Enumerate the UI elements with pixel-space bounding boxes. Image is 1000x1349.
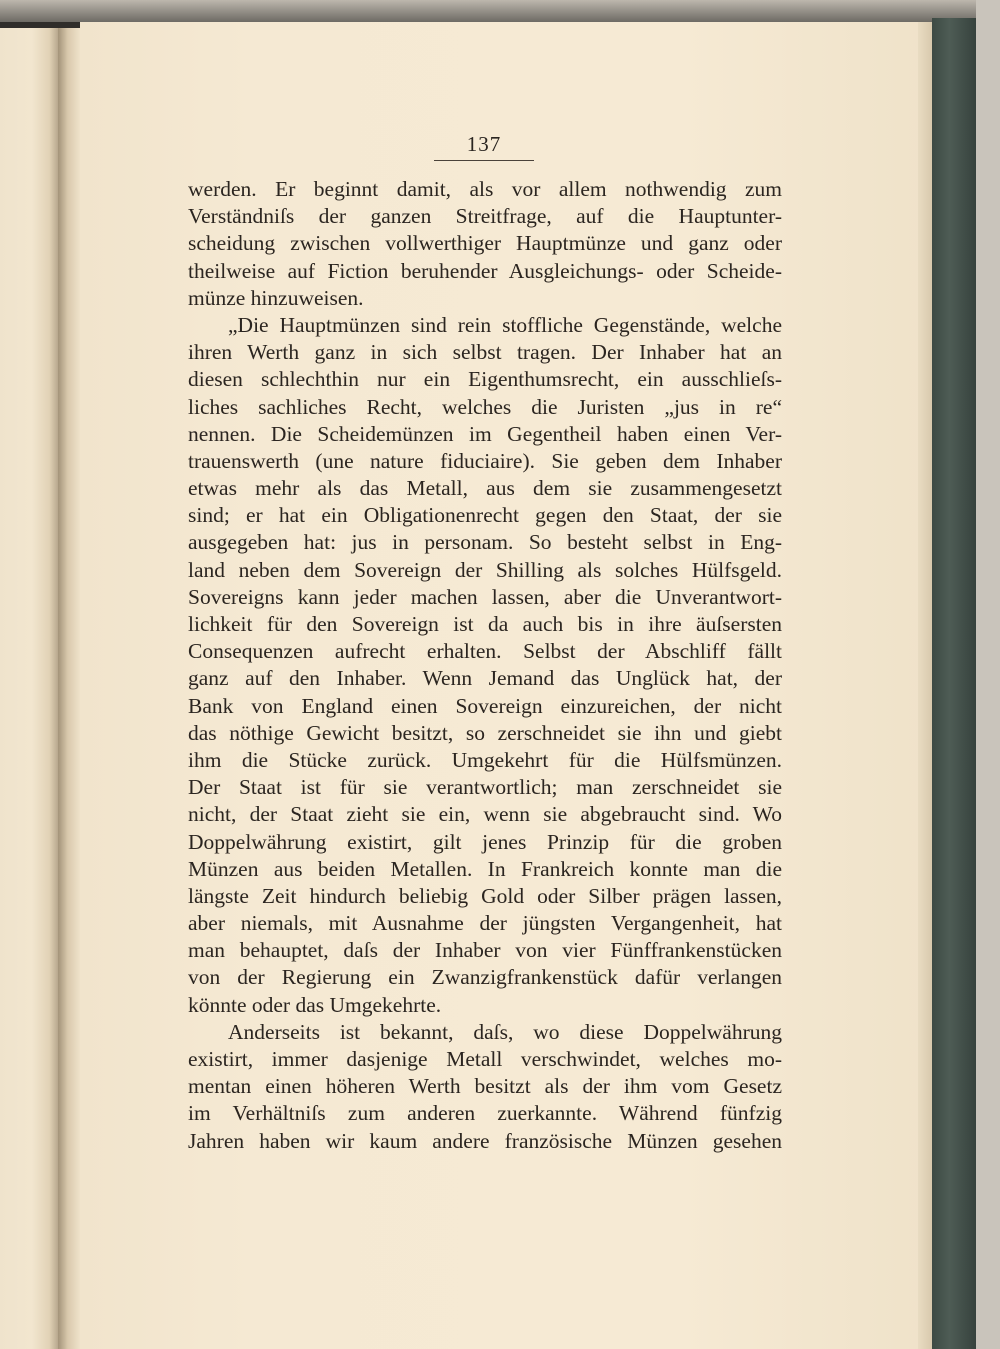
text-line: Der Staat ist für sie verantwortlich; man zerschneidet sie: [188, 775, 782, 800]
text-line: ihm die Stücke zurück. Umgekehrt für die Hülfsmünzen.: [188, 747, 782, 772]
text-line: ganz auf den Inhaber. Wenn Jemand das Unglück hat, der: [188, 666, 782, 691]
text-line: von der Regierung ein Zwanzigfrankenstück dafür verlangen: [188, 965, 782, 990]
text-line: ihren Werth ganz in sich selbst tragen. Der Inhaber hat an: [188, 340, 782, 365]
text-line: trauenswerth (une nature fiduciaire). Sie geben dem Inhaber: [188, 448, 782, 473]
body-text: [188, 176, 782, 1155]
text-line: könnte oder das Umgekehrte.: [188, 992, 442, 1017]
text-line: aber niemals, mit Ausnahme der jüngsten Vergangenheit, hat: [188, 911, 782, 936]
text-line: etwas mehr als das Metall, aus dem sie zusammengesetzt: [188, 476, 782, 501]
page-number: 137: [466, 132, 502, 156]
text-line: Verständniſs der ganzen Streitfrage, auf die Hauptunter-: [188, 204, 782, 229]
text-line: münze hinzuweisen.: [188, 285, 364, 310]
facing-page-edge: [0, 28, 58, 1349]
page-outer-edge: [918, 22, 932, 1349]
text-line: liches sachliches Recht, welches die Juristen „jus in re“: [188, 394, 782, 419]
text-line: werden. Er beginnt damit, als vor allem nothwendig zum: [188, 177, 782, 201]
text-line: längste Zeit hindurch beliebig Gold oder Silber prägen lassen,: [188, 883, 782, 908]
text-line: Sovereigns kann jeder machen lassen, aber die Unverantwort-: [188, 584, 782, 609]
book-cover: [932, 18, 976, 1349]
text-line: ausgegeben hat: jus in personam. So besteht selbst in Eng-: [188, 530, 782, 555]
text-line: nicht, der Staat zieht sie ein, wenn sie abgebraucht sind. Wo: [188, 802, 782, 827]
cover-outer-rim: [976, 0, 1000, 1349]
text-line: man behauptet, daſs der Inhaber von vier Fünffrankenstücken: [188, 938, 782, 963]
text-line: theilweise auf Fiction beruhender Ausgleichungs- oder Scheide-: [188, 258, 782, 283]
text-line: im Verhältniſs zum anderen zuerkannte. Während fünfzig: [188, 1101, 782, 1126]
book-gutter: [58, 28, 80, 1349]
text-line: scheidung zwischen vollwerthiger Hauptmünze und ganz oder: [188, 231, 782, 256]
text-line: nennen. Die Scheidemünzen im Gegentheil haben einen Ver-: [188, 421, 782, 446]
text-line: mentan einen höheren Werth besitzt als der ihm vom Gesetz: [188, 1074, 782, 1099]
text-line: diesen schlechthin nur ein Eigenthumsrecht, ein ausschlieſs-: [188, 367, 782, 392]
text-line: Bank von England einen Sovereign einzureichen, der nicht: [188, 693, 782, 718]
text-line: sind; er hat ein Obligationenrecht gegen den Staat, der sie: [188, 503, 782, 528]
text-line: Jahren haben wir kaum andere französische Münzen gesehen: [188, 1128, 782, 1153]
header-rule: [434, 160, 534, 161]
text-line: land neben dem Sovereign der Shilling als solches Hülfsgeld.: [188, 557, 782, 582]
text-line: „Die Hauptmünzen sind rein stoffliche Gegenstände, welche: [228, 312, 782, 337]
text-line: Münzen aus beiden Metallen. In Frankreich konnte man die: [188, 856, 782, 881]
text-line: Consequenzen aufrecht erhalten. Selbst der Abschliff fällt: [188, 639, 782, 664]
text-line: lichkeit für den Sovereign ist da auch bis in ihre äuſsersten: [188, 612, 782, 636]
text-line: Doppelwährung existirt, gilt jenes Prinzip für die groben: [188, 829, 782, 854]
text-line: das nöthige Gewicht besitzt, so zerschneidet sie ihn und giebt: [188, 720, 782, 745]
book-top-edge: [0, 0, 976, 22]
text-line: Anderseits ist bekannt, daſs, wo diese Doppelwährung: [228, 1019, 782, 1044]
text-line: existirt, immer dasjenige Metall verschwindet, welches mo-: [188, 1047, 782, 1071]
